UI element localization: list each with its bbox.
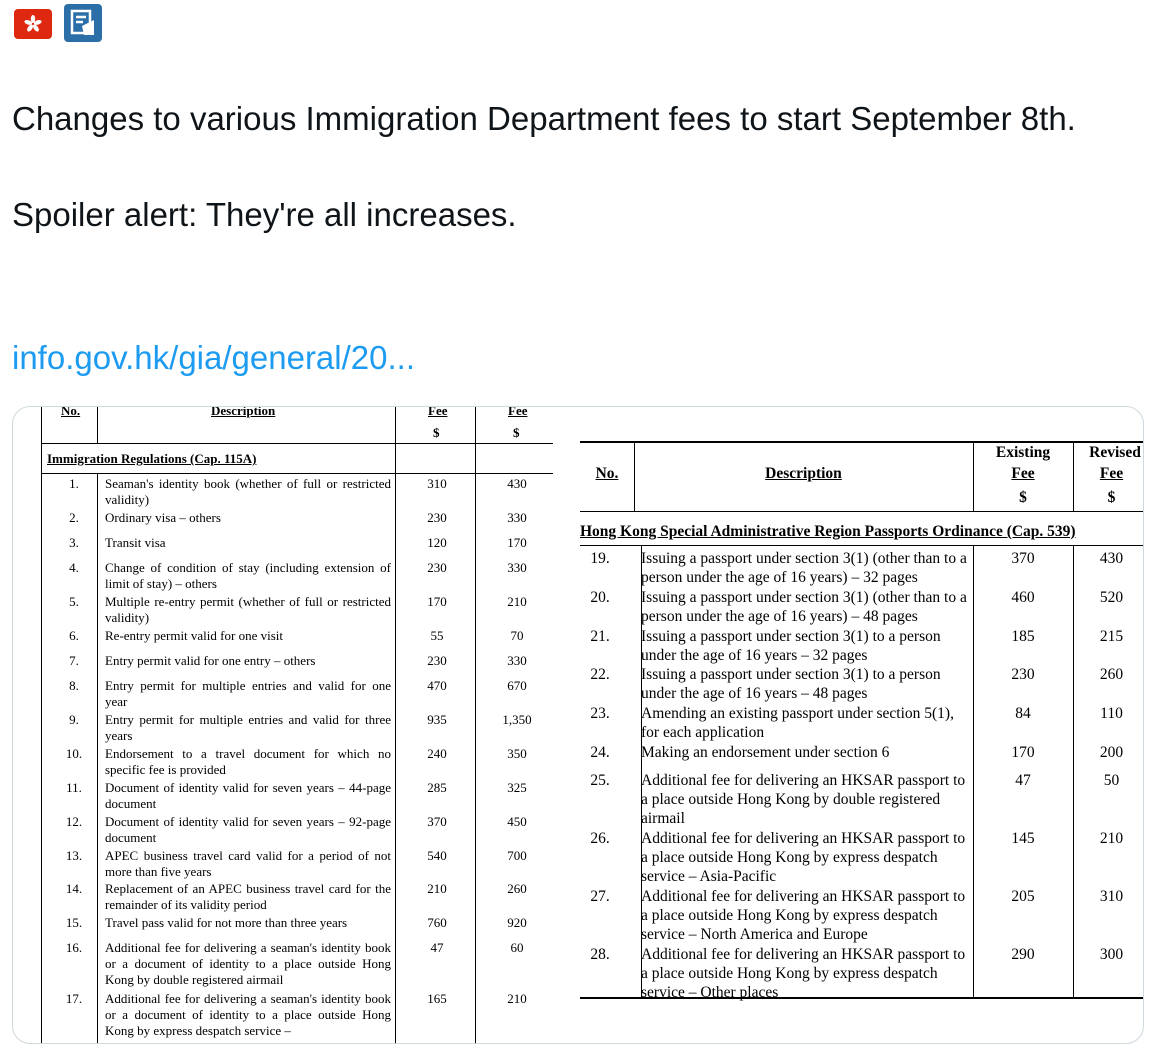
header-badges <box>14 4 102 42</box>
tweet-text <box>12 95 1122 239</box>
left-header-fee-1: Fee <box>428 406 448 418</box>
tweet-line-2: Spoiler alert: They're all increases. <box>12 196 517 233</box>
divider <box>580 545 1143 546</box>
divider <box>97 407 98 443</box>
left-header-no: No. <box>61 406 81 418</box>
divider <box>41 443 553 444</box>
left-header-fee-2: Fee <box>508 406 528 418</box>
right-header-existing: Existing <box>995 444 1051 461</box>
right-header-existing-unit: $ <box>1019 489 1027 506</box>
fee-table-left: No. Description Fee $ Fee $ Immigration Regulations (Cap. 115A) 1. Seaman's identity book (whether of full or restricted validity) 310 430 2. Ordinary visa – others 230 330 3. Transit visa 120 170 4. Change of condition of stay (including extension of limit of stay) – others 230 330 5. Multiple re-entry permit (whether of full or restricted validity) 170 210 6. Re-entry permit valid for one visit 55 70 7. Entry permit valid for one entry – others 230 330 8. Entry permit for multiple entries and valid for one year 470 670 9. Entry permit for multiple entries and valid for three years 935 1,350 10. Endorsement to a travel document for which no specific fee is provided 240 350 11. Document of identity valid for seven years – 44-page document 285 325 12. Document of identity valid for seven years – 92-page document 370 450 13. APEC business travel card valid for a period of not more than five years 540 700 14. Replacement of an APEC business travel card for the remainder of its validity period 210 260 15. Travel pass valid for not more than three years 760 920 16. Additional fee for delivering a seaman's identity book or a document of identity to a place outside Hong Kong by double registered airmail 47 60 17. Additional fee for delivering a seaman's identity book or a document of identity to a place outside Hong Kong by express despatch service – 165 210 <box>13 407 553 1043</box>
divider <box>41 473 553 474</box>
right-header-revised: Revised <box>1089 444 1141 461</box>
divider <box>1073 441 1074 511</box>
left-header-unit-1: $ <box>433 425 440 440</box>
right-header-no: No. <box>595 465 619 482</box>
tweet-line-1: Changes to various Immigration Department fees to start September 8th. <box>12 100 1076 137</box>
right-header-existing-fee: Fee <box>1011 465 1035 482</box>
fee-table-right: No. Description Existing Fee $ Revised Fee $ Hong Kong Special Administrative Region Passports Ordinance (Cap. 539) 19. Issuing a passport under section 3(1) (other than to a person under the age of 16 years) – 32 pages 370 430 20. Issuing a passport under section 3(1) (other than to a person under the age of 16 years) – 48 pages 460 520 21. Issuing a passport under section 3(1) to a person under the age of 16 years – 32 pages 185 215 22. Issuing a passport under section 3(1) to a person under the age of 16 years – 48 pages 230 260 23. Amending an existing passport under section 5(1), for each application 84 110 24. Making an endorsement under section 6 170 200 25. Additional fee for delivering an HKSAR passport to a place outside Hong Kong by double registered airmail 47 50 26. Additional fee for delivering an HKSAR passport to a place outside Hong Kong by express despatch service – Asia-Pacific 145 210 27. Additional fee for delivering an HKSAR passport to a place outside Hong Kong by express despatch service – North America and Europe 205 310 28. Additional fee for delivering an HKSAR passport to a place outside Hong Kong by express despatch service – Other places 290 300 <box>580 441 1143 1041</box>
divider <box>475 407 476 1043</box>
left-header-unit-2: $ <box>513 425 520 440</box>
divider <box>97 473 98 1043</box>
right-header-description: Description <box>765 465 842 482</box>
left-border <box>41 407 42 1043</box>
divider <box>580 511 1143 512</box>
hong-kong-flag-icon <box>14 9 52 39</box>
media-card[interactable] <box>12 406 1144 1044</box>
left-section-title: Immigration Regulations (Cap. 115A) <box>47 451 257 466</box>
left-header-description: Description <box>211 406 276 418</box>
right-section-title: Hong Kong Special Administrative Region Passports Ordinance (Cap. 539) <box>580 523 1076 540</box>
right-header-revised-unit: $ <box>1107 489 1116 506</box>
divider <box>1073 545 1074 997</box>
tweet-link[interactable]: info.gov.hk/gia/general/20... <box>12 339 415 376</box>
right-header-revised-fee: Fee <box>1099 465 1124 482</box>
divider <box>395 407 396 1043</box>
immigration-logo-icon <box>64 4 102 42</box>
